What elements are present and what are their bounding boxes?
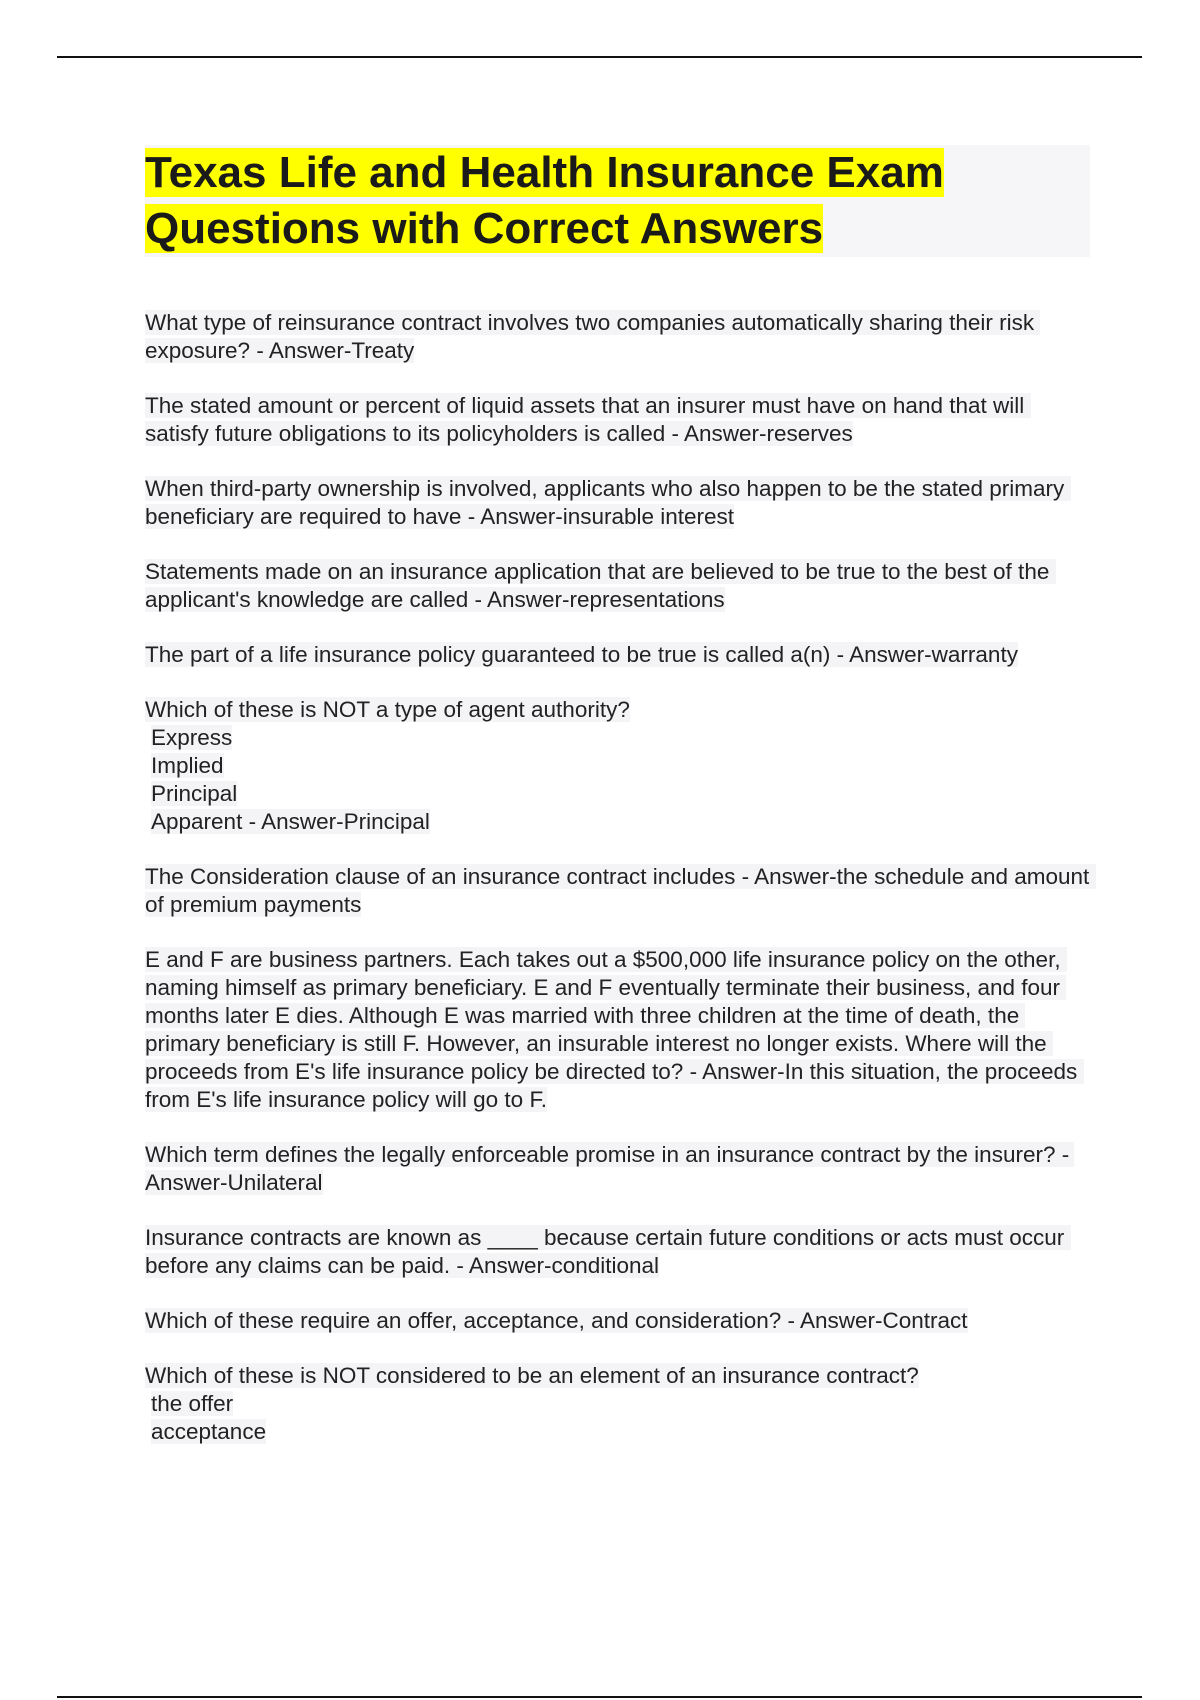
answer-option-text: Implied	[151, 753, 224, 778]
question-item	[145, 641, 1090, 669]
answer-option-text: Apparent - Answer-Principal	[151, 809, 430, 834]
title-line-1: Texas Life and Health Insurance Exam	[145, 148, 944, 197]
question-text: The part of a life insurance policy guaranteed to be true is called a(n) - Answer-warranty	[145, 642, 1018, 667]
page-title	[145, 145, 1090, 257]
document-body	[145, 145, 1096, 1473]
title-block	[145, 145, 1090, 257]
question-text: E and F are business partners. Each takes out a $500,000 life insurance policy on the other, naming himself as primary beneficiary. E and F eventually terminate their business, and four months later E dies. Although E was married with three children at the time of death, the primary beneficiary is still F. However, an insurable interest no longer exists. Where will the proceeds from E's life insurance policy be directed to? - Answer-In this situation, the proceeds from E's life insurance policy will go to F.	[145, 947, 1084, 1112]
question-item	[145, 1224, 1090, 1280]
answer-option	[145, 1418, 1090, 1446]
title-line-2: Questions with Correct Answers	[145, 204, 824, 253]
answer-option	[145, 724, 1090, 752]
question-text: Which of these is NOT a type of agent authority?	[145, 697, 630, 722]
question-text: What type of reinsurance contract involves two companies automatically sharing their risk exposure? - Answer-Treaty	[145, 310, 1041, 363]
top-rule	[57, 56, 1142, 58]
question-text: Which of these require an offer, acceptance, and consideration? - Answer-Contract	[145, 1308, 968, 1333]
question-text: Which term defines the legally enforceable promise in an insurance contract by the insurer? - Answer-Unilateral	[145, 1142, 1075, 1195]
answer-option-text: the offer	[151, 1391, 234, 1416]
question-item	[145, 309, 1090, 365]
question-text: Which of these is NOT considered to be an element of an insurance contract?	[145, 1363, 919, 1388]
question-text: When third-party ownership is involved, applicants who also happen to be the stated primary beneficiary are required to have - Answer-insurable interest	[145, 476, 1071, 529]
answer-option	[145, 780, 1090, 808]
question-item	[145, 946, 1090, 1114]
question-text: The stated amount or percent of liquid assets that an insurer must have on hand that will satisfy future obligations to its policyholders is called - Answer-reserves	[145, 393, 1031, 446]
answer-option	[145, 1390, 1090, 1418]
answer-option-text: acceptance	[151, 1419, 267, 1444]
question-item	[145, 863, 1096, 919]
question-list	[145, 309, 1096, 1446]
question-text: Insurance contracts are known as ____ because certain future conditions or acts must occur before any claims can be paid. - Answer-conditional	[145, 1225, 1071, 1278]
question-item	[145, 392, 1090, 448]
question-text: Statements made on an insurance application that are believed to be true to the best of the applicant's knowledge are called - Answer-representations	[145, 559, 1056, 612]
bottom-rule	[57, 1696, 1142, 1698]
question-item	[145, 558, 1090, 614]
question-item	[145, 696, 1090, 836]
question-item	[145, 1362, 1090, 1446]
question-item	[145, 1141, 1090, 1197]
answer-option-text: Principal	[151, 781, 238, 806]
answer-option	[145, 808, 1090, 836]
answer-option-text: Express	[151, 725, 233, 750]
question-item	[145, 475, 1090, 531]
question-text: The Consideration clause of an insurance contract includes - Answer-the schedule and amount of premium payments	[145, 864, 1096, 917]
question-item	[145, 1307, 1090, 1335]
answer-option	[145, 752, 1090, 780]
